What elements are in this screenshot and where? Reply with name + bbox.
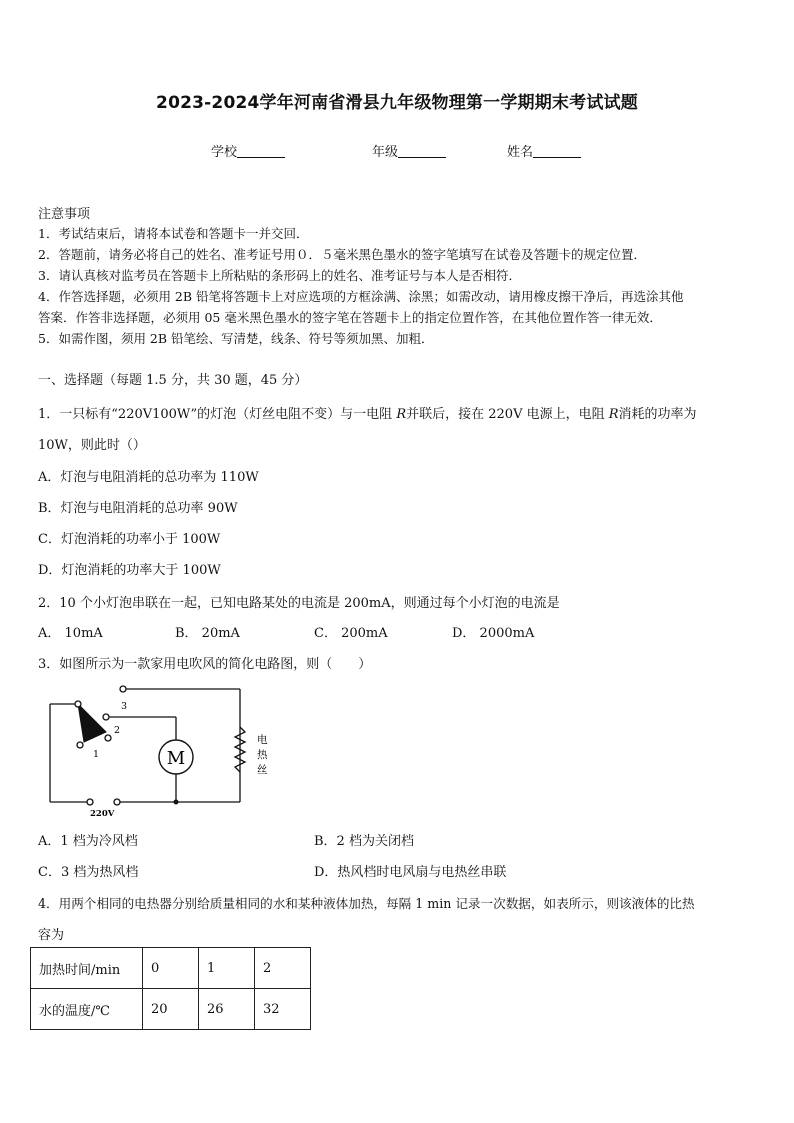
name-blank — [533, 145, 581, 158]
table-cell: 0 — [143, 948, 199, 989]
note-item: 5．如需作图，须用 2B 铅笔绘、写清楚，线条、符号等须加黑、加粗． — [38, 331, 434, 346]
notes-heading: 注意事项 — [38, 207, 91, 222]
q1-option-b: B．灯泡与电阻消耗的总功率 90W — [38, 501, 238, 516]
q3-option-d: D．热风档时电风扇与电热丝串联 — [314, 865, 507, 880]
q1-option-c: C．灯泡消耗的功率小于 100W — [38, 532, 221, 547]
question-4-line-1: 4．用两个相同的电热器分别给质量相同的水和某种液体加热，每隔 1 min 记录一次数据，如表所示，则该液体的比热 — [38, 896, 695, 911]
selector-switch-icon — [78, 704, 106, 742]
grade-blank — [398, 145, 446, 158]
heater-label-char: 电 — [257, 734, 268, 746]
q3-option-b: B．2 档为关闭档 — [314, 834, 414, 849]
q1-option-d: D．灯泡消耗的功率大于 100W — [38, 563, 221, 578]
grade-field — [372, 141, 446, 160]
terminal-label-1: 1 — [93, 749, 100, 760]
grade-label: 年级 — [372, 145, 399, 160]
table-header-cell: 加热时间/min — [31, 948, 143, 989]
question-3: 3．如图所示为一款家用电吹风的简化电路图，则（ ） — [38, 657, 372, 672]
question-4-line-2: 容为 — [38, 928, 65, 943]
note-item: 1．考试结束后，请将本试卷和答题卡一并交回． — [38, 226, 309, 241]
terminal-label-2: 2 — [114, 725, 121, 736]
q2-option-a: A． 10mA — [38, 626, 103, 641]
q2-option-d: D． 2000mA — [452, 626, 535, 641]
q1-text-b: 并联后，接在 220V 电源上，电阻 — [406, 407, 609, 422]
name-field — [507, 141, 581, 160]
terminal-dot — [120, 686, 126, 692]
terminal-dot — [77, 742, 83, 748]
terminal-dot — [87, 799, 93, 805]
junction-dot — [174, 800, 179, 805]
table-row — [31, 989, 311, 1030]
section-heading: 一、选择题（每题 1.5 分，共 30 题，45 分） — [38, 373, 308, 388]
data-table — [30, 947, 311, 1030]
hair-dryer-circuit-diagram — [40, 682, 280, 822]
terminal-dot — [105, 735, 111, 741]
page-title: 2023-2024学年河南省滑县九年级物理第一学期期末考试试题 — [156, 93, 638, 113]
terminal-dot — [114, 799, 120, 805]
note-item: 答案．作答非选择题，必须用 05 毫米黑色墨水的签字笔在答题卡上的指定位置作答，在其他位置作答一律无效． — [38, 310, 662, 325]
terminal-label-3: 3 — [121, 701, 128, 712]
table-cell: 2 — [255, 948, 311, 989]
heater-label-char: 热 — [257, 749, 268, 761]
q1-symbol-r: R — [608, 407, 619, 422]
q3-option-a: A．1 档为冷风档 — [38, 834, 138, 849]
q2-option-b: B． 20mA — [175, 626, 240, 641]
q1-text-c: 消耗的功率为 — [618, 407, 697, 422]
table-row — [31, 948, 311, 989]
motor-label: M — [166, 748, 186, 769]
q1-option-a: A．灯泡与电阻消耗的总功率为 110W — [38, 470, 259, 485]
voltage-label: 220V — [90, 809, 115, 819]
table-cell: 20 — [143, 989, 199, 1030]
name-label: 姓名 — [507, 145, 534, 160]
table-cell: 26 — [199, 989, 255, 1030]
question-1-line-1 — [38, 403, 697, 422]
note-item: 2．答题前，请务必将自己的姓名、准考证号用０．５毫米黑色墨水的签字笔填写在试卷及答题卡的规定位置． — [38, 247, 646, 262]
terminal-dot — [75, 701, 81, 707]
q1-symbol-r: R — [396, 407, 407, 422]
terminal-dot — [103, 714, 109, 720]
table-cell: 1 — [199, 948, 255, 989]
school-label: 学校 — [211, 145, 238, 160]
school-field — [211, 141, 285, 160]
table-cell: 32 — [255, 989, 311, 1030]
q3-option-c: C．3 档为热风档 — [38, 865, 139, 880]
table-header-cell: 水的温度/℃ — [31, 989, 143, 1030]
school-blank — [237, 145, 285, 158]
note-item: 3．请认真核对监考员在答题卡上所粘贴的条形码上的姓名、准考证号与本人是否相符． — [38, 268, 521, 283]
q2-option-c: C． 200mA — [314, 626, 388, 641]
question-2: 2．10 个小灯泡串联在一起，已知电路某处的电流是 200mA，则通过每个小灯泡的电流是 — [38, 596, 560, 611]
heater-label-char: 丝 — [257, 764, 268, 776]
question-1-line-2: 10W，则此时（） — [38, 438, 146, 453]
note-item: 4．作答选择题，必须用 2B 铅笔将答题卡上对应选项的方框涂满、涂黑；如需改动，请用橡皮擦干净后，再选涂其他 — [38, 289, 684, 304]
q1-text-a: 1．一只标有“220V100W”的灯泡（灯丝电阻不变）与一电阻 — [38, 407, 397, 422]
